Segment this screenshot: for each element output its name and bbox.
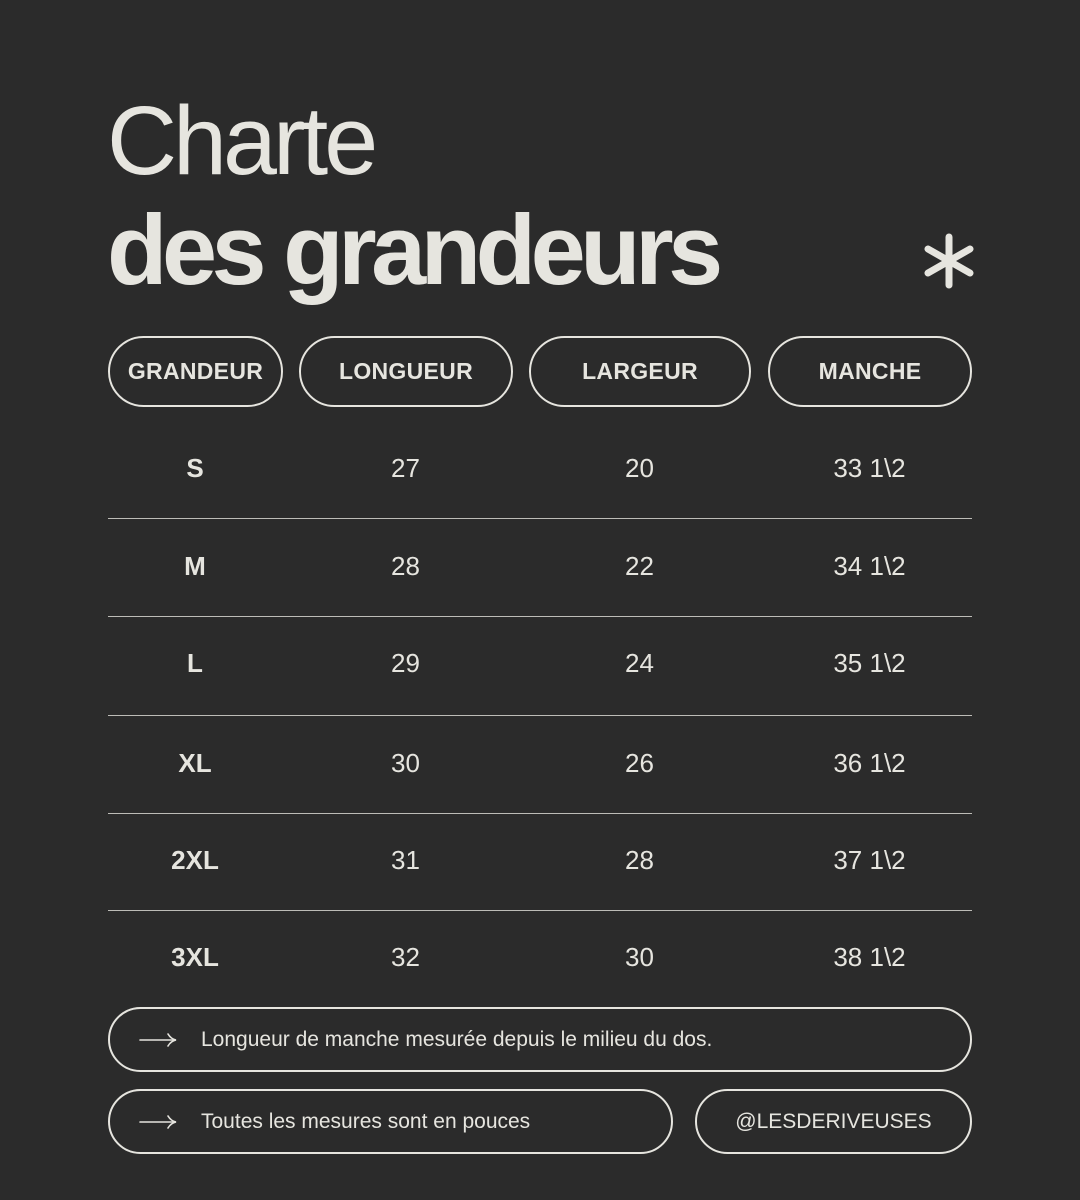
size-cell: L (187, 648, 203, 678)
manche-cell: 35 1\2 (833, 648, 906, 678)
manche-cell: 33 1\2 (833, 453, 906, 483)
longueur-cell: 30 (391, 748, 420, 778)
table-row (108, 743, 972, 783)
manche-cell: 37 1\2 (833, 845, 906, 875)
social-handle-text: @LESDERIVEUSES (735, 1109, 932, 1133)
row-divider (108, 715, 972, 716)
header-longueur-label: LONGUEUR (338, 358, 473, 384)
largeur-cell: 20 (625, 453, 654, 483)
header-largeur (529, 336, 751, 407)
longueur-cell: 28 (391, 551, 420, 581)
header-longueur (299, 336, 513, 407)
social-handle (695, 1089, 972, 1154)
note-text: Toutes les mesures sont en pouces (201, 1109, 531, 1133)
asterisk-icon (922, 232, 976, 290)
note-sleeve-measurement (108, 1007, 972, 1072)
size-cell: XL (178, 748, 212, 778)
row-divider (108, 813, 972, 814)
longueur-cell: 32 (391, 942, 420, 972)
row-divider (108, 518, 972, 519)
title-line-1: Charte (107, 86, 375, 195)
title-line-2: des grandeurs (107, 194, 718, 305)
table-row (108, 448, 972, 488)
largeur-cell: 22 (625, 551, 654, 581)
row-divider (108, 910, 972, 911)
header-manche (768, 336, 972, 407)
size-cell: M (184, 551, 206, 581)
size-cell: S (186, 453, 204, 483)
manche-cell: 38 1\2 (833, 942, 906, 972)
size-cell: 2XL (171, 845, 219, 875)
manche-cell: 36 1\2 (833, 748, 906, 778)
longueur-cell: 27 (391, 453, 420, 483)
table-row (108, 840, 972, 880)
longueur-cell: 29 (391, 648, 420, 678)
note-text: Longueur de manche mesurée depuis le milieu du dos. (201, 1027, 713, 1051)
size-cell: 3XL (171, 942, 219, 972)
manche-cell: 34 1\2 (833, 551, 906, 581)
longueur-cell: 31 (391, 845, 420, 875)
arrow-right-icon (139, 1033, 177, 1047)
largeur-cell: 24 (625, 648, 654, 678)
arrow-right-icon (139, 1115, 177, 1129)
table-row (108, 937, 972, 977)
table-row (108, 643, 972, 683)
table-row (108, 546, 972, 586)
header-manche-label: MANCHE (818, 358, 922, 384)
header-grandeur-label: GRANDEUR (127, 358, 264, 384)
note-units (108, 1089, 673, 1154)
header-grandeur (108, 336, 283, 407)
header-largeur-label: LARGEUR (582, 358, 698, 384)
row-divider (108, 616, 972, 617)
largeur-cell: 30 (625, 942, 654, 972)
largeur-cell: 28 (625, 845, 654, 875)
largeur-cell: 26 (625, 748, 654, 778)
